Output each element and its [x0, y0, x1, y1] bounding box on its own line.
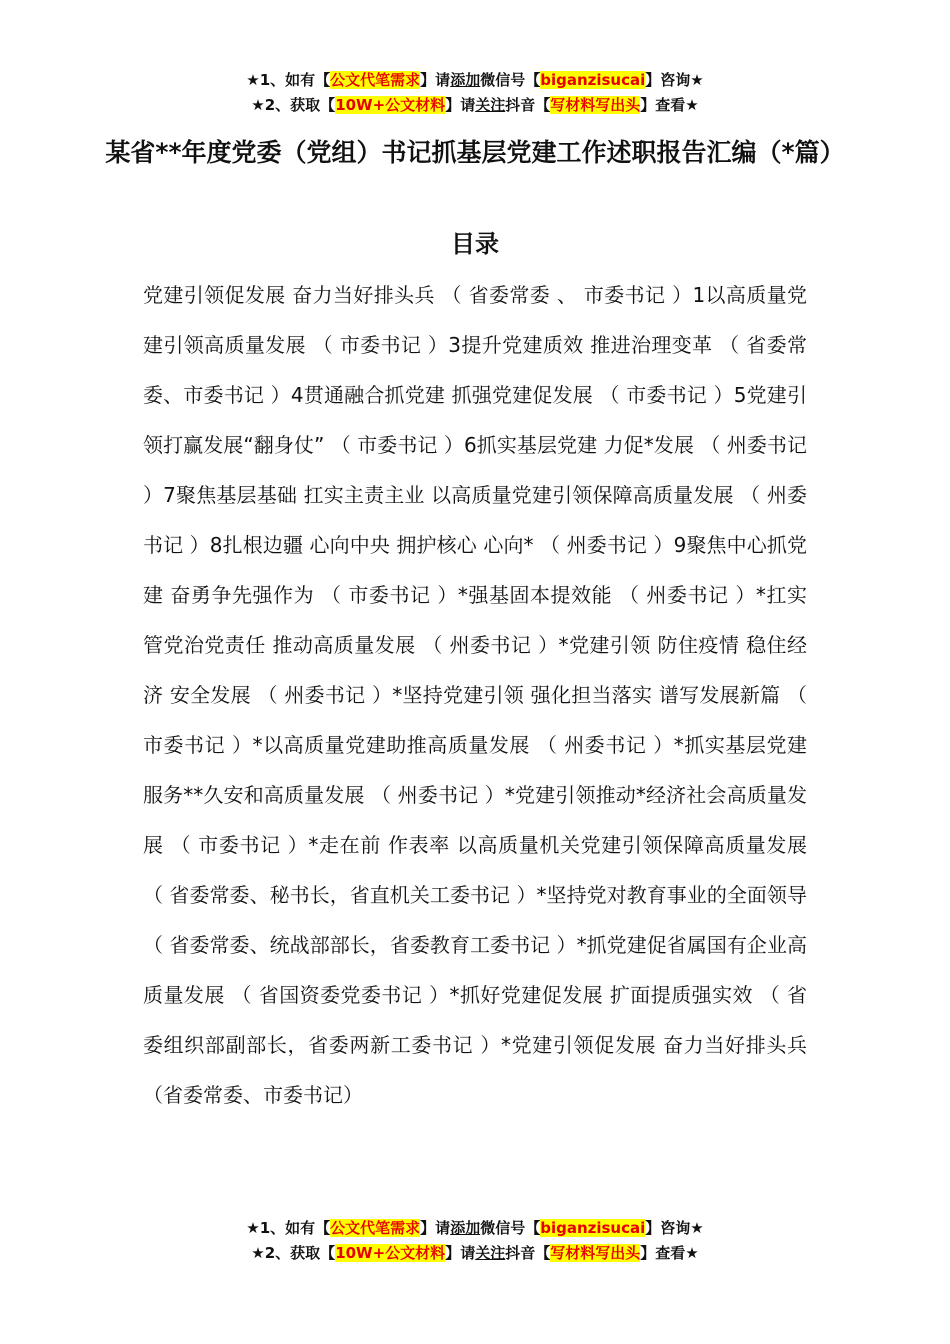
banner-text: ★1、如有【: [246, 1219, 331, 1237]
highlight-wechat-id: biganzisucai: [540, 1219, 646, 1237]
banner-line-1: [0, 68, 950, 93]
banner-text: 】请: [420, 1219, 451, 1237]
banner-text: 】查看★: [640, 1244, 699, 1262]
banner-underline: 添加: [450, 71, 481, 89]
banner-text: 抖音【: [505, 1244, 551, 1262]
banner-line-2: [0, 1241, 950, 1266]
banner-text: ★2、获取【: [251, 1244, 336, 1262]
banner-text: 微信号【: [480, 71, 541, 89]
footer-banner: [0, 1216, 950, 1266]
banner-text: 】查看★: [640, 96, 699, 114]
toc-heading: 目录: [451, 230, 499, 258]
banner-line-1: [0, 1216, 950, 1241]
banner-text: ★1、如有【: [246, 71, 331, 89]
banner-text: 微信号【: [480, 1219, 541, 1237]
banner-text: ★2、获取【: [251, 96, 336, 114]
banner-text: 】咨询★: [645, 71, 704, 89]
highlight-materials: 10W+公文材料: [335, 96, 446, 114]
document-title: 某省**年度党委（党组）书记抓基层党建工作述职报告汇编（*篇）: [105, 138, 845, 167]
header-banner: [0, 68, 950, 118]
highlight-douyin-id: 写材料写出头: [550, 96, 641, 114]
banner-underline: 添加: [450, 1219, 481, 1237]
highlight-service: 公文代笔需求: [330, 71, 421, 89]
highlight-materials: 10W+公文材料: [335, 1244, 446, 1262]
banner-text: 】请: [420, 71, 451, 89]
banner-text: 抖音【: [505, 96, 551, 114]
banner-line-2: [0, 93, 950, 118]
toc-body: 党建引领促发展 奋力当好排头兵 （ 省委常委 、 市委书记 ）1以高质量党建引领高质量发展 （ 市委书记 ）3提升党建质效 推进治理变革 （ 省委常委、市委书记 ）4贯通融合抓党建 抓强党建促发展 （ 市委书记 ）5党建引领打赢发展“翻身仗” （ 市委书记 ）6抓实基层党建 力促*发展 （ 州委书记 ）7聚焦基层基础 扛实主责主业 以高质量党建引领保障高质量发展 （ 州委书记 ）8扎根边疆 心向中央 拥护核心 心向* （ 州委书记 ）9聚焦中心抓党建 奋勇争先强作为 （ 市委书记 ）*强基固本提效能 （ 州委书记 ）*扛实管党治党责任 推动高质量发展 （ 州委书记 ）*党建引领 防住疫情 稳住经济 安全发展 （ 州委书记 ）*坚持党建引领 强化担当落实 谱写发展新篇 （ 市委书记 ）*以高质量党建助推高质量发展 （ 州委书记 ）*抓实基层党建 服务**久安和高质量发展 （ 州委书记 ）*党建引领推动*经济社会高质量发展 （ 市委书记 ）*走在前 作表率 以高质量机关党建引领保障高质量发展 （ 省委常委、秘书长，省直机关工委书记 ）*坚持党对教育事业的全面领导 （ 省委常委、统战部部长，省委教育工委书记 ）*抓党建促省属国有企业高质量发展 （ 省国资委党委书记 ）*抓好党建促发展 扩面提质强实效 （ 省委组织部副部长，省委两新工委书记 ）*党建引领促发展 奋力当好排头兵（省委常委、市委书记）: [143, 283, 807, 1107]
banner-text: 】请: [445, 96, 476, 114]
highlight-douyin-id: 写材料写出头: [550, 1244, 641, 1262]
banner-underline: 关注: [475, 1244, 506, 1262]
highlight-wechat-id: biganzisucai: [540, 71, 646, 89]
banner-text: 】咨询★: [645, 1219, 704, 1237]
highlight-service: 公文代笔需求: [330, 1219, 421, 1237]
banner-text: 】请: [445, 1244, 476, 1262]
banner-underline: 关注: [475, 96, 506, 114]
